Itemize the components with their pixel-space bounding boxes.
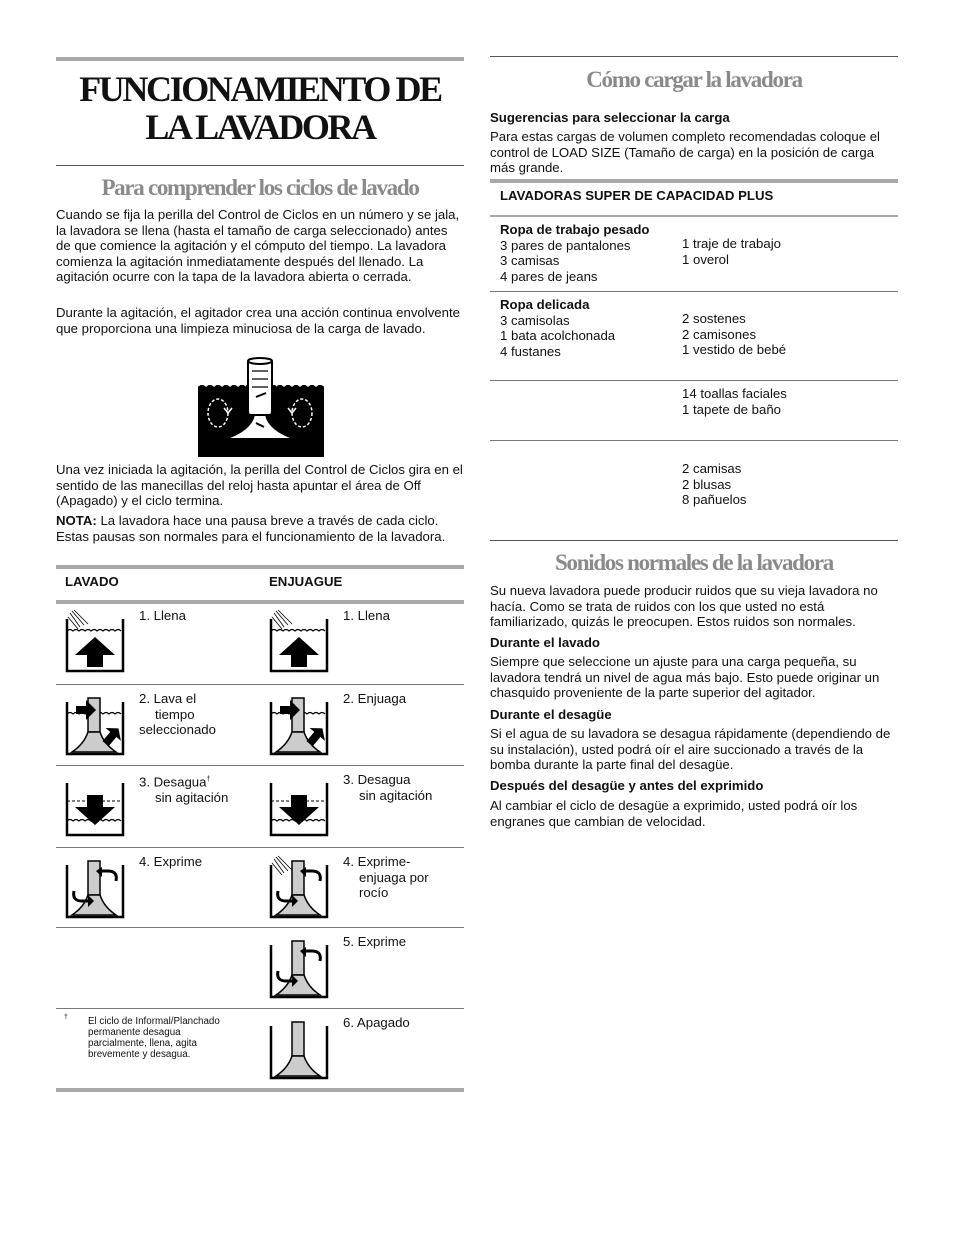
step-line: 5. Exprime (343, 934, 407, 949)
cycle-table-header-rule (56, 600, 464, 604)
after-drain-text: Al cambiar el ciclo de desagüe a exprimido, usted podrá oír los engranes que cambian de velocidad. (490, 798, 858, 829)
note-label: NOTA: (56, 513, 97, 528)
cycle-end-paragraph: Una vez iniciada la agitación, la perilla del Control de Ciclos gira en el sentido de las manecillas del reloj hasta apuntar el área de Off (Apagado) y el ciclo termina. (56, 462, 463, 509)
footnote-mark: † (64, 1014, 68, 1021)
subheading-load-suggestions: Sugerencias para seleccionar la carga (490, 110, 730, 125)
load-item: 2 blusas (682, 476, 732, 492)
load-table-header: LAVADORAS SUPER DE CAPACIDAD PLUS (500, 188, 774, 203)
load-item: 1 overol (682, 251, 729, 267)
title-top-rule (56, 57, 464, 61)
section-rule (490, 56, 898, 57)
row-divider (56, 1008, 464, 1009)
step-line: sin agitación (359, 787, 433, 803)
step-line: 6. Apagado (343, 1015, 410, 1030)
load-item: 2 camisas (682, 461, 742, 476)
step-line: 4. Exprime- (343, 854, 411, 869)
row-divider (56, 927, 464, 928)
cycle-table-top-rule (56, 565, 464, 569)
step-line: 1. Llena (343, 608, 390, 623)
load-item: 1 bata acolchonada (500, 328, 616, 344)
rinse-step-label (343, 854, 429, 901)
drain-icon (64, 773, 126, 837)
load-suggestions-text: Para estas cargas de volumen completo recomendadas coloque el control de LOAD SIZE (Tamaño de carga) en la posición de carga más grande. (490, 129, 880, 176)
load-item: 2 sostenes (682, 311, 746, 326)
load-row-title: Ropa de trabajo pesado (500, 222, 650, 237)
rinse-step-label (343, 1015, 410, 1031)
load-row-heavy-right (682, 236, 781, 267)
load-item: 4 pares de jeans (500, 268, 598, 284)
load-item: 2 camisones (682, 326, 757, 342)
load-row-divider (490, 440, 898, 441)
load-item: 1 traje de trabajo (682, 236, 781, 251)
rinse-step-label (343, 691, 406, 707)
step-line: rocío (359, 885, 389, 901)
step-line: 2. Enjuaga (343, 691, 407, 706)
agitator-illustration (198, 357, 324, 457)
subheading-during-drain: Durante el desagüe (490, 707, 612, 722)
agitate-icon (268, 692, 330, 756)
wash-step-label (139, 691, 216, 738)
step-line: 3. Desagua (139, 774, 207, 790)
step-line: 4. Exprime (139, 854, 203, 869)
load-row-title: Ropa delicada (500, 297, 590, 312)
load-item: 14 toallas faciales (682, 386, 787, 401)
header-wash: LAVADO (65, 574, 119, 589)
footnote-line: El ciclo de Informal/Planchado (88, 1016, 220, 1027)
note-paragraph (56, 513, 464, 544)
page-title (56, 70, 464, 146)
drain-icon (268, 773, 330, 837)
fill-icon (64, 609, 126, 673)
spin-icon (64, 855, 126, 919)
agitation-paragraph: Durante la agitación, el agitador crea una acción continua envolvente que proporciona una limpieza minuciosa de la carga de lavado. (56, 305, 460, 336)
load-item: 3 pares de pantalones (500, 237, 631, 253)
subheading-during-wash: Durante el lavado (490, 635, 600, 650)
step-line: 1. Llena (139, 608, 186, 623)
row-divider (56, 765, 464, 766)
header-rinse: ENJUAGUE (269, 574, 343, 589)
wash-step-label (139, 608, 186, 624)
footnote-line: parcialmente, llena, agita (88, 1038, 197, 1049)
spray-spin-icon (268, 855, 330, 919)
cycle-table-bottom-rule (56, 1088, 464, 1092)
section-heading-sounds: Sonidos normales de la lavadora (555, 550, 833, 575)
step-line: sin agitación (155, 789, 229, 805)
load-item: 8 pañuelos (682, 492, 747, 508)
load-row-divider (490, 291, 898, 292)
intro-paragraph: Cuando se fija la perilla del Control de Ciclos en un número y se jala, la lavadora se llena (hasta el tamaño de carga seleccionado) antes de que comience la agitación y el cómputo del tiempo. La lavadora comienza la agitación inmediatamente después del llenado. La agitación ocurre con la tapa de la lavadora abierta o cerrada. (56, 207, 460, 285)
load-item: 4 fustanes (500, 343, 561, 359)
load-row-shirts-right (682, 461, 747, 508)
agitate-icon (64, 692, 126, 756)
load-row-heavy-left (500, 222, 650, 284)
load-item: 3 camisas (500, 253, 560, 269)
page-title-line2: LA LAVADORA (145, 107, 375, 147)
wash-step-label (139, 772, 228, 806)
step-line: seleccionado (139, 722, 216, 738)
row-divider (56, 684, 464, 685)
load-item: 1 vestido de bebé (682, 342, 787, 358)
load-row-divider (490, 380, 898, 381)
off-icon (268, 1016, 330, 1080)
load-row-delicate-left (500, 297, 615, 359)
load-item: 1 tapete de baño (682, 401, 781, 417)
rinse-step-label (343, 772, 432, 803)
load-item: 3 camisolas (500, 312, 570, 328)
dagger-mark: † (206, 776, 211, 783)
step-line: enjuaga por (359, 869, 429, 885)
footnote-line: brevemente y desagua. (88, 1049, 191, 1060)
fill-icon (268, 609, 330, 673)
during-drain-text: Si el agua de su lavadora se desagua rápidamente (dependiendo de su instalación), usted podrá oír el aire succionado a través de la bomba durante la parte final del desagüe. (490, 726, 891, 773)
during-wash-text: Siempre que seleccione un ajuste para una carga pequeña, su lavadora tendrá un nivel de agua más bajo. Esto puede originar un chasquido proveniente de la parte superior del agitador. (490, 654, 880, 701)
section-rule (490, 540, 898, 541)
section-rule (56, 165, 464, 166)
load-table-header-rule (490, 215, 898, 217)
page-title-line1: FUNCIONAMIENTO DE (79, 69, 441, 109)
step-line: tiempo (155, 706, 195, 722)
wash-step-label (139, 854, 202, 870)
row-divider (56, 847, 464, 848)
rinse-step-label (343, 934, 406, 950)
step-line: 3. Desagua (343, 772, 411, 787)
load-table-top-rule (490, 179, 898, 183)
rinse-step-label (343, 608, 390, 624)
footnote-line: permanente desagua (88, 1027, 181, 1038)
load-row-delicate-right (682, 311, 786, 358)
step-line: 2. Lava el (139, 691, 197, 706)
section-heading-cycles: Para comprender los ciclos de lavado (101, 175, 419, 200)
load-row-towels-right (682, 386, 787, 417)
footnote-text (88, 1016, 220, 1060)
spin-icon (268, 935, 330, 999)
sounds-intro-text: Su nueva lavadora puede producir ruidos que su vieja lavadora no hacía. Como se trata de ruidos con los que usted no está familiarizado, quizás le preocupen. Estos ruidos son normales. (490, 583, 878, 630)
subheading-after-drain: Después del desagüe y antes del exprimido (490, 778, 764, 793)
note-text: La lavadora hace una pausa breve a través de cada ciclo. Estas pausas son normales para el funcionamiento de la lavadora. (56, 513, 446, 544)
section-heading-loading: Cómo cargar la lavadora (586, 67, 802, 92)
